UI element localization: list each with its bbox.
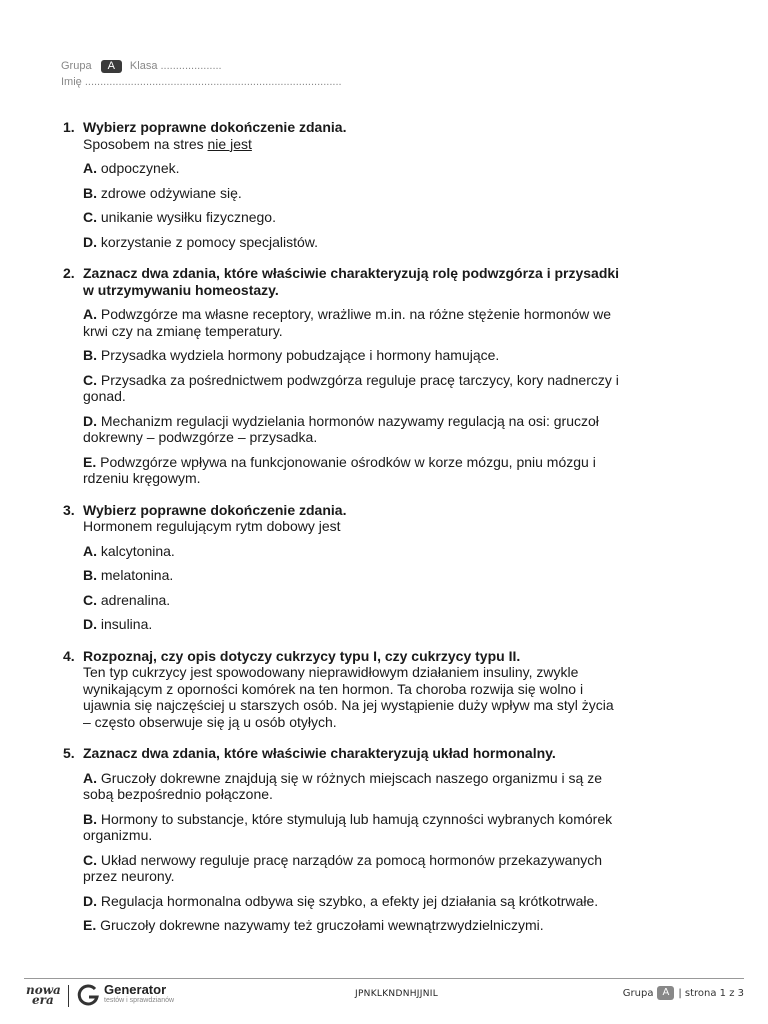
question-1 bbox=[63, 119, 623, 250]
name-label: Imię .................................................................................... bbox=[61, 76, 342, 88]
option-b[interactable]: B. melatonina. bbox=[83, 567, 174, 583]
question-title: Wybierz poprawne dokończenie zdania. bbox=[83, 501, 347, 518]
option-b[interactable]: B. Przysadka wydziela hormony pobudzające i hormony hamujące. bbox=[83, 347, 500, 363]
document-code: JPNKLKNDNHJJNIL bbox=[355, 989, 439, 999]
worksheet-header bbox=[61, 58, 342, 90]
option-c[interactable]: C. unikanie wysiłku fizycznego. bbox=[83, 209, 276, 225]
question-number: 2. bbox=[63, 265, 75, 281]
question-number: 1. bbox=[63, 119, 75, 135]
question-2 bbox=[63, 265, 623, 487]
nowa-era-logo: nowa era bbox=[26, 983, 61, 1007]
question-3 bbox=[63, 502, 623, 633]
question-title: Wybierz poprawne dokończenie zdania. bbox=[83, 119, 347, 135]
question-title-line-2: w utrzymywaniu homeostazy. bbox=[83, 281, 279, 298]
question-title-line-1: Zaznacz dwa zdania, które właściwie charakteryzują rolę podwzgórza i przysadki bbox=[83, 265, 620, 281]
option-e[interactable]: E. Podwzgórze wpływa na funkcjonowanie ośrodków w korze mózgu, pniu mózgu i rdzeniu kręgowym. bbox=[83, 453, 596, 486]
option-d[interactable]: D. Regulacja hormonalna odbywa się szybko, a efekty jej działania są krótkotrwałe. bbox=[83, 892, 599, 909]
option-d[interactable]: D. korzystanie z pomocy specjalistów. bbox=[83, 233, 318, 250]
question-5 bbox=[63, 745, 623, 934]
question-number: 5. bbox=[63, 745, 75, 761]
question-number: 3. bbox=[63, 501, 75, 518]
option-d[interactable]: D. insulina. bbox=[83, 616, 153, 632]
option-d[interactable]: D. Mechanizm regulacji wydzielania hormonów nazywamy regulacją na osi: gruczoł dokrewny – podwzgórze – przysadka. bbox=[83, 412, 599, 445]
question-title: Zaznacz dwa zdania, które właściwie charakteryzują układ hormonalny. bbox=[83, 745, 556, 761]
option-a[interactable]: A. kalcytonina. bbox=[83, 542, 175, 559]
option-b[interactable]: B. Hormony to substancje, które stymulują lub hamują czynności wybranych komórek organizmu. bbox=[83, 810, 613, 843]
question-4 bbox=[63, 648, 623, 731]
option-a[interactable]: A. odpoczynek. bbox=[83, 160, 180, 176]
group-badge: A bbox=[101, 60, 122, 73]
question-body: Ten typ cukrzycy jest spowodowany nieprawidłowym działaniem insuliny, zwykle wynikającym z oporności komórek na ten hormon. Ta choroba rozwija się wolno i ujawnia się najczęściej u starszych osób. Na jej wystąpienie duży wpływ ma styl życia – często obserwuje się ją u osób otyłych. bbox=[83, 664, 614, 730]
logo-separator bbox=[68, 985, 69, 1007]
option-a[interactable]: A. Gruczoły dokrewne znajdują się w różnych miejscach naszego organizmu i są ze sobą bezpośrednio połączone. bbox=[83, 769, 603, 802]
page-footer bbox=[24, 978, 744, 1015]
page-number: | strona 1 z 3 bbox=[678, 987, 744, 999]
class-label: Klasa .................... bbox=[129, 60, 222, 72]
page-info: Grupa A | strona 1 z 3 bbox=[622, 987, 744, 999]
option-c[interactable]: C. Przysadka za pośrednictwem podwzgórza reguluje pracę tarczycy, kory nadnerczy i gonad. bbox=[83, 371, 619, 404]
question-title: Rozpoznaj, czy opis dotyczy cukrzycy typu I, czy cukrzycy typu II. bbox=[83, 647, 521, 664]
question-body: Hormonem regulującym rytm dobowy jest bbox=[83, 518, 341, 534]
group-label: Grupa bbox=[61, 60, 92, 72]
underlined-phrase: nie jest bbox=[207, 135, 252, 152]
generator-logo-icon bbox=[76, 983, 100, 1007]
question-number: 4. bbox=[63, 647, 75, 664]
option-c[interactable]: C. adrenalina. bbox=[83, 591, 171, 608]
option-e[interactable]: E. Gruczoły dokrewne nazywamy też gruczołami wewnątrzwydzielniczymi. bbox=[83, 917, 544, 933]
option-c[interactable]: C. Układ nerwowy reguluje pracę narządów za pomocą hormonów przekazywanych przez neurony. bbox=[83, 851, 603, 884]
footer-group-badge: A bbox=[657, 986, 674, 1000]
option-a[interactable]: A. Podwzgórze ma własne receptory, wrażliwe m.in. na różne stężenie hormonów we krwi czy na zmianę temperatury. bbox=[83, 306, 612, 339]
option-b[interactable]: B. zdrowe odżywiane się. bbox=[83, 184, 242, 201]
questions-list bbox=[63, 119, 623, 949]
generator-logo: Generator testów i sprawdzianów bbox=[104, 982, 175, 1004]
question-body: Sposobem na stres nie jest bbox=[83, 135, 252, 152]
